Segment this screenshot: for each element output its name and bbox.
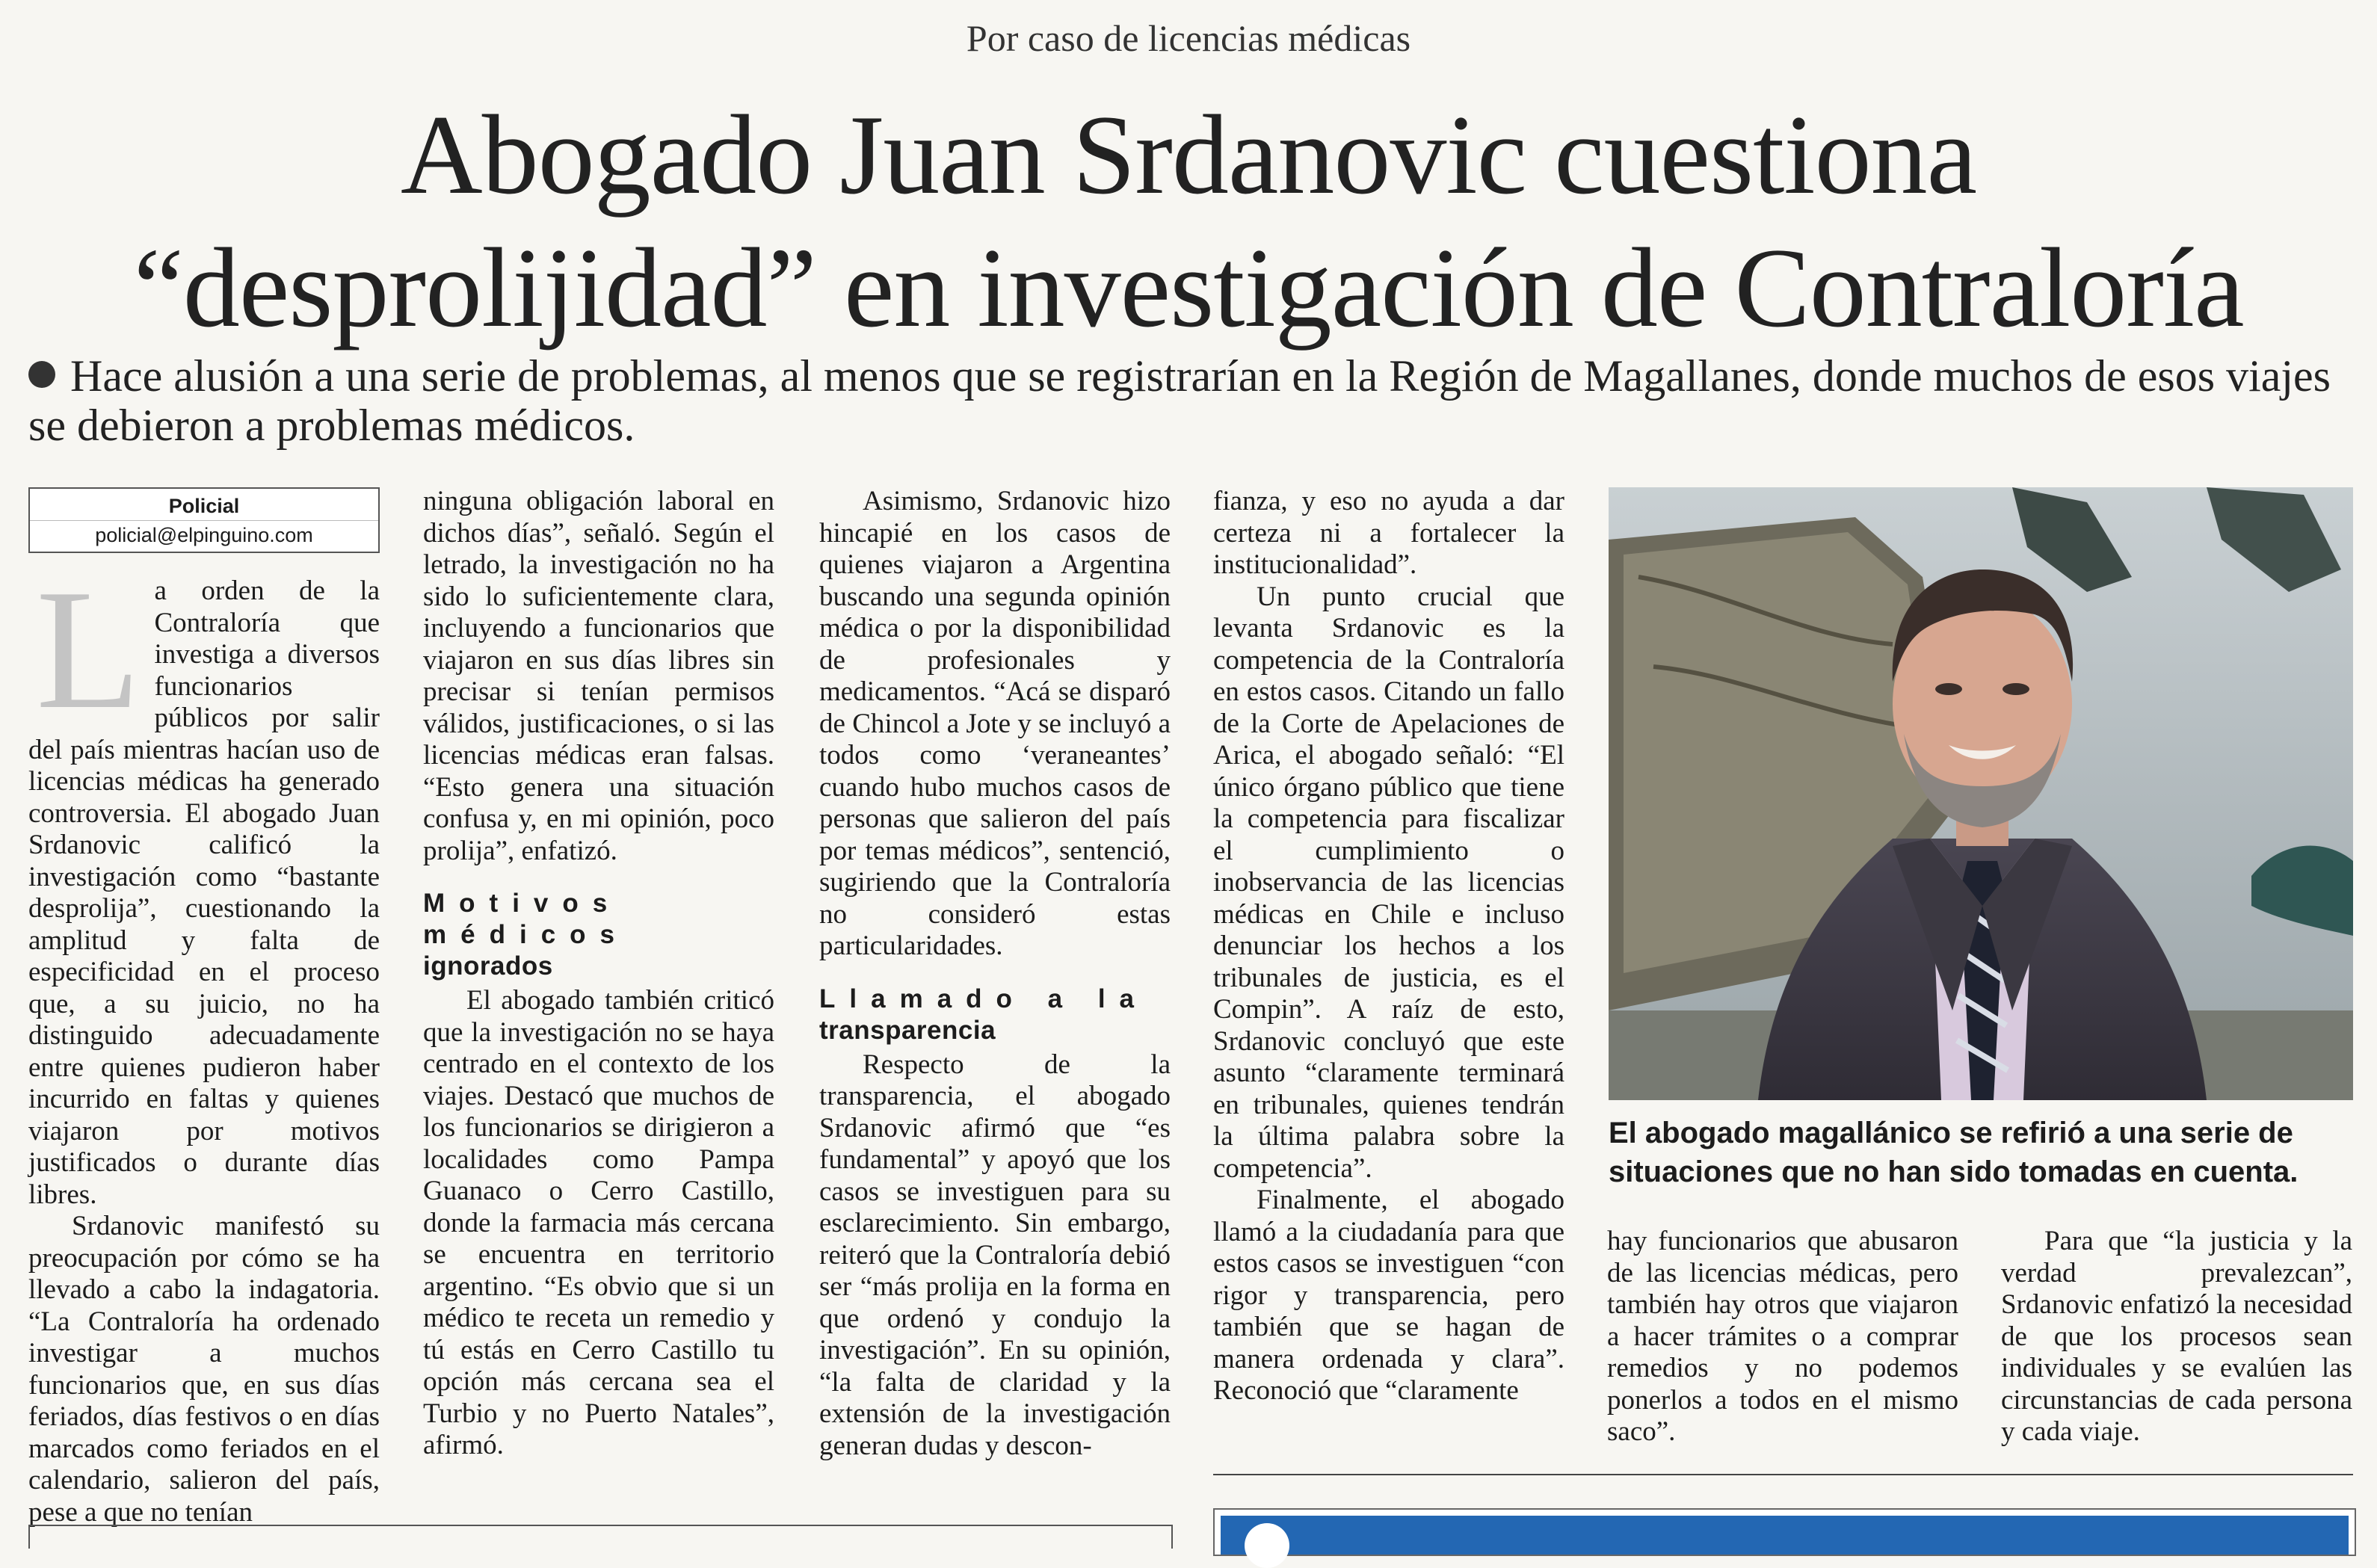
column-1 — [28, 554, 380, 1528]
subhead-llamado: Llamado a la transparencia — [819, 984, 1149, 1045]
paragraph-7-start: Finalmente, el abogado llamó a la ciudadanía para que estos casos se investiguen “con rigor y transparencia, pero también que se hagan de manera ordenada y clara”. Reconoció que “claramente — [1213, 1185, 1564, 1406]
paragraph-2-start: Srdanovic manifestó su preocupación por cómo se ha llevado a cabo la indagatoria. “La Contraloría ha ordenado investigar a muchos funcionarios que, en sus días feriados, días festivos o en días marcados como feriados en el calendario, salieron del país, pese a que no tenían — [28, 1211, 380, 1528]
column-2 — [423, 486, 774, 1462]
column-5 — [1607, 1226, 1958, 1448]
paragraph-5-end: fianza, y eso no ayuda a dar certeza ni a fortalecer la institucionalidad”. — [1213, 486, 1564, 580]
bottom-box-left — [28, 1525, 1173, 1549]
column-3 — [819, 486, 1171, 1462]
deck — [28, 351, 2353, 450]
paragraph-3: El abogado también criticó que la investigación no se haya centrado en el contexto de los viajes. Destacó que muchos de los funcionarios se dirigieron a localidades como Pampa Guanaco o Cerro Castillo, donde la farmacia más cercana se encuentra en territorio argentino. “Es obvio que si un médico te receta un remedio y tú estás en Cerro Castillo tu opción más cercana sea el Turbio y no Puerto Natales”, afirmó. — [423, 985, 774, 1460]
bullet-icon — [28, 361, 55, 388]
paragraph-4: Asimismo, Srdanovic hizo hincapié en los casos de quienes viajaron a Argentina buscando una segunda opinión médica o por la disponibilidad de profesionales y medicamentos. “Acá se disparó de Chincol a Jote y se incluyó a todos como ‘veraneantes’ cuando hubo muchos casos de personas que salieron del país por temas médicos”, sentenció, sugiriendo que la Contraloría no consideró estas particularidades. — [819, 486, 1171, 961]
paragraph-7-end: hay funcionarios que abusaron de las licencias médicas, pero también hay otros que viajaron a hacer trámites o a comprar remedios y no podemos ponerlos a todos en el mismo saco”. — [1607, 1226, 1958, 1447]
byline-box — [28, 487, 380, 553]
subhead-motivos: Motivos médicos ignorados — [423, 889, 629, 981]
paragraph-1: a orden de la Contraloría que investiga a diversos funcionarios públicos por salir del país mientras hacían uso de licencias médicas ha generado controversia. El abogado Juan Srdanovic calificó la investigación como “bastante desprolija”, cuestionando la amplitud y falta de especificidad en el proceso que, a su juicio, no ha distinguido adecuadamente entre quienes pudieron haber incurrido en faltas y quienes viajaron por motivos justificados o durante días libres. — [28, 575, 380, 1210]
deck-text: Hace alusión a una serie de problemas, al menos que se registrarían en la Región de Magallanes, donde muchos de esos viajes se debieron a problemas médicos. — [28, 351, 2331, 450]
drop-cap: L — [36, 554, 141, 744]
headline-line-1: Abogado Juan Srdanovic cuestiona — [400, 92, 1977, 217]
paragraph-6: Un punto crucial que levanta Srdanovic es la competencia de la Contraloría en estos casos. Citando un fallo de la Corte de Apelaciones de Arica, el abogado señaló: “El único órgano público que tiene la competencia para fiscalizar el cumplimiento o inobservancia de las licencias médicas en Chile e incluso denunciar los hechos a los tribunales de justicia, es el Compin”. A raíz de esto, Srdanovic concluyó que este asunto “claramente terminará en tribunales, quienes tendrán la última palabra sobre la competencia”. — [1213, 581, 1564, 1184]
lawyer-photo — [1609, 487, 2353, 1100]
bottom-ad-box — [1213, 1508, 2356, 1556]
ad-banner — [1221, 1516, 2349, 1555]
photo-caption: El abogado magallánico se refirió a una serie de situaciones que no han sido tomadas en cuenta. — [1609, 1117, 2299, 1188]
column-6 — [2001, 1226, 2352, 1448]
divider-rule — [1213, 1474, 2353, 1475]
headline — [22, 88, 2355, 354]
column-4 — [1213, 486, 1564, 1407]
section-email: policial@elpinguino.com — [95, 524, 313, 546]
paragraph-8: Para que “la justicia y la verdad prevalezcan”, Srdanovic enfatizó la necesidad de que los procesos sean individuales y se evalúen las circunstancias de cada persona y cada viaje. — [2001, 1226, 2352, 1447]
section-label: Policial — [30, 489, 378, 521]
kicker: Por caso de licencias médicas — [966, 17, 1411, 59]
headline-line-2: “desprolijidad” en investigación de Contraloría — [133, 225, 2244, 351]
paragraph-5-start: Respecto de la transparencia, el abogado Srdanovic afirmó que “es fundamental” y apoyó que los casos se investiguen para su esclarecimiento. Sin embargo, reiteró que la Contraloría debió ser “más prolija en la forma en que ordenó y condujo la investigación”. En su opinión, “la falta de claridad y la extensión de la investigación generan dudas y descon- — [819, 1049, 1171, 1461]
paragraph-2-end: ninguna obligación laboral en dichos días”, señaló. Según el letrado, la investigación no ha sido lo suficientemente clara, incluyendo a funcionarios que viajaron en sus días libres sin precisar si tenían permisos válidos, justificaciones, o si las licencias médicas eran falsas. “Esto genera una situación confusa y, en mi opinión, poco prolija”, enfatizó. — [423, 486, 774, 866]
logo-icon — [1245, 1523, 1289, 1568]
photo-illustration — [1609, 487, 2353, 1100]
